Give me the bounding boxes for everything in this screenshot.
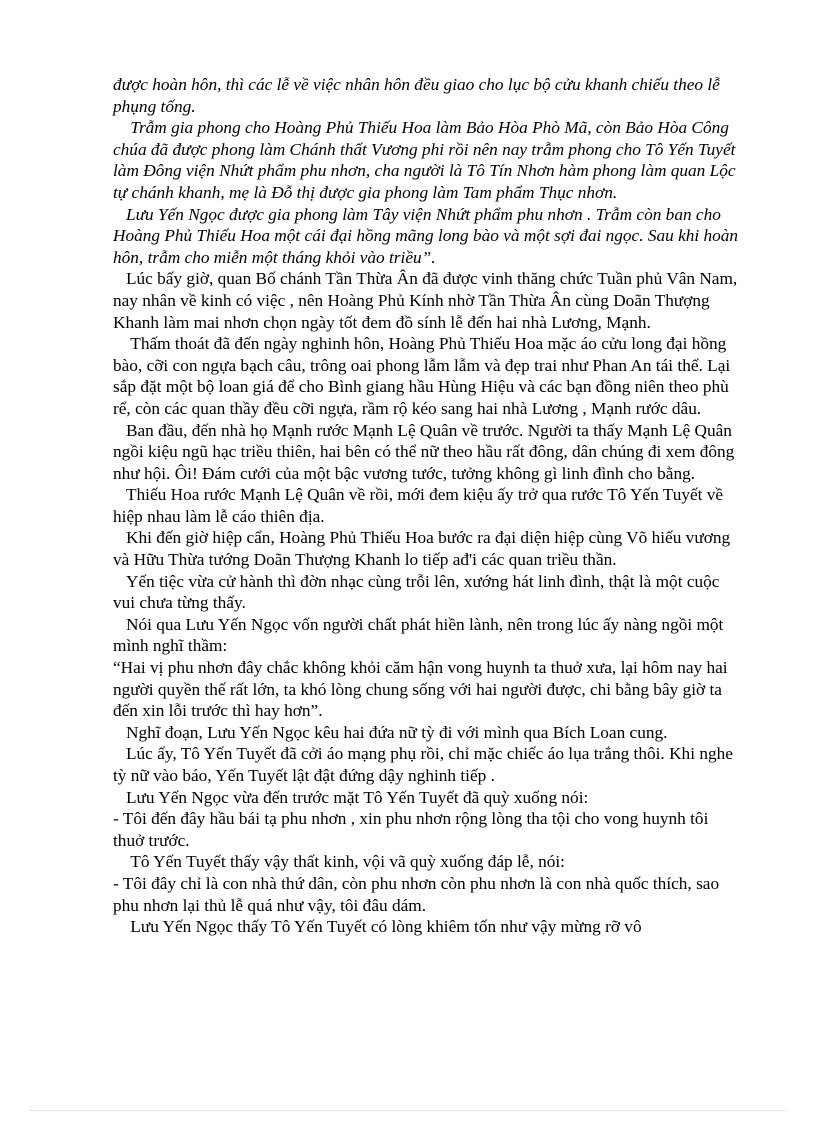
paragraph-11: “Hai vị phu nhơn đây chắc không khỏi căm hận vong huynh ta thuở xưa, lại hôm nay hai người quyền thế rất lớn, ta khó lòng chung sống với hai người được, chi bằng bây giờ ta đến xin lỗi trước thì hay hơn”. <box>113 658 732 721</box>
paragraph-9: Yến tiệc vừa cử hành thì đờn nhạc cùng trỗi lên, xướng hát linh đình, thật là một cuộc vui chưa từng thấy. <box>113 571 724 613</box>
paragraph-16: Tô Yến Tuyết thấy vậy thất kinh, vội vã quỳ xuống đáp lễ, nói: <box>113 852 565 872</box>
paragraph-15: - Tôi đến đây hầu bái tạ phu nhơn , xin phu nhơn rộng lòng tha tội cho vong huynh tôi thuở trước. <box>113 809 713 850</box>
paragraph-4: Lúc bấy giờ, quan Bố chánh Tần Thừa Ân đã được vinh thăng chức Tuần phủ Vân Nam, nay nhân về kinh có việc , nên Hoàng Phủ Kính nhờ Tần Thừa Ân cùng Doãn Thượng Khanh làm mai nhơn chọn ngày tốt đem đồ sính lễ đến hai nhà Lương, Mạnh. <box>113 269 742 332</box>
paragraph-5: Thấm thoát đã đến ngày nghinh hôn, Hoàng Phủ Thiếu Hoa mặc áo cửu long đại hồng bào, cỡi con ngựa bạch câu, trông oai phong lẫm lẫm và đẹp trai như Phan An tái thế. Lại sắp đặt một bộ loan giá để cho Bình giang hầu Hùng Hiệu và các bạn đồng niên theo phù rể, còn các quan thầy đều cỡi ngựa, rầm rộ kéo sang hai nhà Lương , Mạnh rước dâu. <box>113 334 735 418</box>
paragraph-10: Nói qua Lưu Yến Ngọc vốn người chất phát hiền lành, nên trong lúc ấy nàng ngồi một mình nghĩ thầm: <box>113 614 728 656</box>
paragraph-1: được hoàn hôn, thì các lễ về việc nhân hôn đều giao cho lục bộ cửu khanh chiếu theo lễ phụng tống. <box>113 75 725 116</box>
page-bottom-divider <box>30 1110 786 1111</box>
paragraph-12: Nghĩ đoạn, Lưu Yến Ngọc kêu hai đứa nữ tỳ đi với mình qua Bích Loan cung. <box>113 722 668 742</box>
paragraph-8: Khi đến giờ hiệp cẩn, Hoàng Phủ Thiếu Hoa bước ra đại diện hiệp cùng Võ hiếu vương và Hữu Thừa tướng Doãn Thượng Khanh lo tiếp ađ'i các quan triều thần. <box>113 528 735 570</box>
paragraph-14: Lưu Yến Ngọc vừa đến trước mặt Tô Yến Tuyết đã quỳ xuống nói: <box>113 787 589 807</box>
paragraph-17: - Tôi đây chỉ là con nhà thứ dân, còn phu nhơn còn phu nhơn là con nhà quốc thích, sao phu nhơn lại thủ lễ quá như vậy, tôi đâu dám. <box>113 873 724 915</box>
paragraph-13: Lúc ấy, Tô Yến Tuyết đã cởi áo mạng phụ rồi, chỉ mặc chiếc áo lụa trắng thôi. Khi nghe tỳ nữ vào báo, Yến Tuyết lật đật đứng dậy nghinh tiếp . <box>113 744 738 785</box>
paragraph-6: Ban đầu, đến nhà họ Mạnh rước Mạnh Lệ Quân về trước. Người ta thấy Mạnh Lệ Quân ngồi kiệu ngũ hạc triều thiên, hai bên có thể nữ theo hầu rất đông, dân chúng đi xem đông như hội. Ôi! Đám cưới của một bậc vương tước, tưởng không gì linh đình cho bằng. <box>113 420 739 483</box>
paragraph-2: Trẫm gia phong cho Hoàng Phủ Thiếu Hoa làm Bảo Hòa Phò Mã, còn Bảo Hòa Công chúa đã được phong làm Chánh thất Vương phi rồi nên nay trẫm phong cho Tô Yến Tuyết làm Đông viện Nhứt phẩm phu nhơn, cha người là Tô Tín Nhơn hàm phong làm quan Lộc tự chánh khanh, mẹ là Đỗ thị được gia phong làm Tam phẩm Thục nhơn. <box>113 118 740 202</box>
page-body <box>113 74 743 938</box>
paragraph-3: Lưu Yến Ngọc được gia phong làm Tây viện Nhứt phẩm phu nhơn . Trẫm còn ban cho Hoàng Phủ Thiếu Hoa một cái đại hồng mãng long bào và một sợi đai ngọc. Sau khi hoàn hôn, trẫm cho miễn một tháng khỏi vào triều”. <box>113 204 743 267</box>
paragraph-7: Thiếu Hoa rước Mạnh Lệ Quân về rồi, mới đem kiệu ấy trở qua rước Tô Yến Tuyết về hiệp nhau làm lễ cáo thiên địa. <box>113 485 728 526</box>
paragraph-18: Lưu Yến Ngọc thấy Tô Yến Tuyết có lòng khiêm tốn như vậy mừng rỡ vô <box>113 917 642 937</box>
